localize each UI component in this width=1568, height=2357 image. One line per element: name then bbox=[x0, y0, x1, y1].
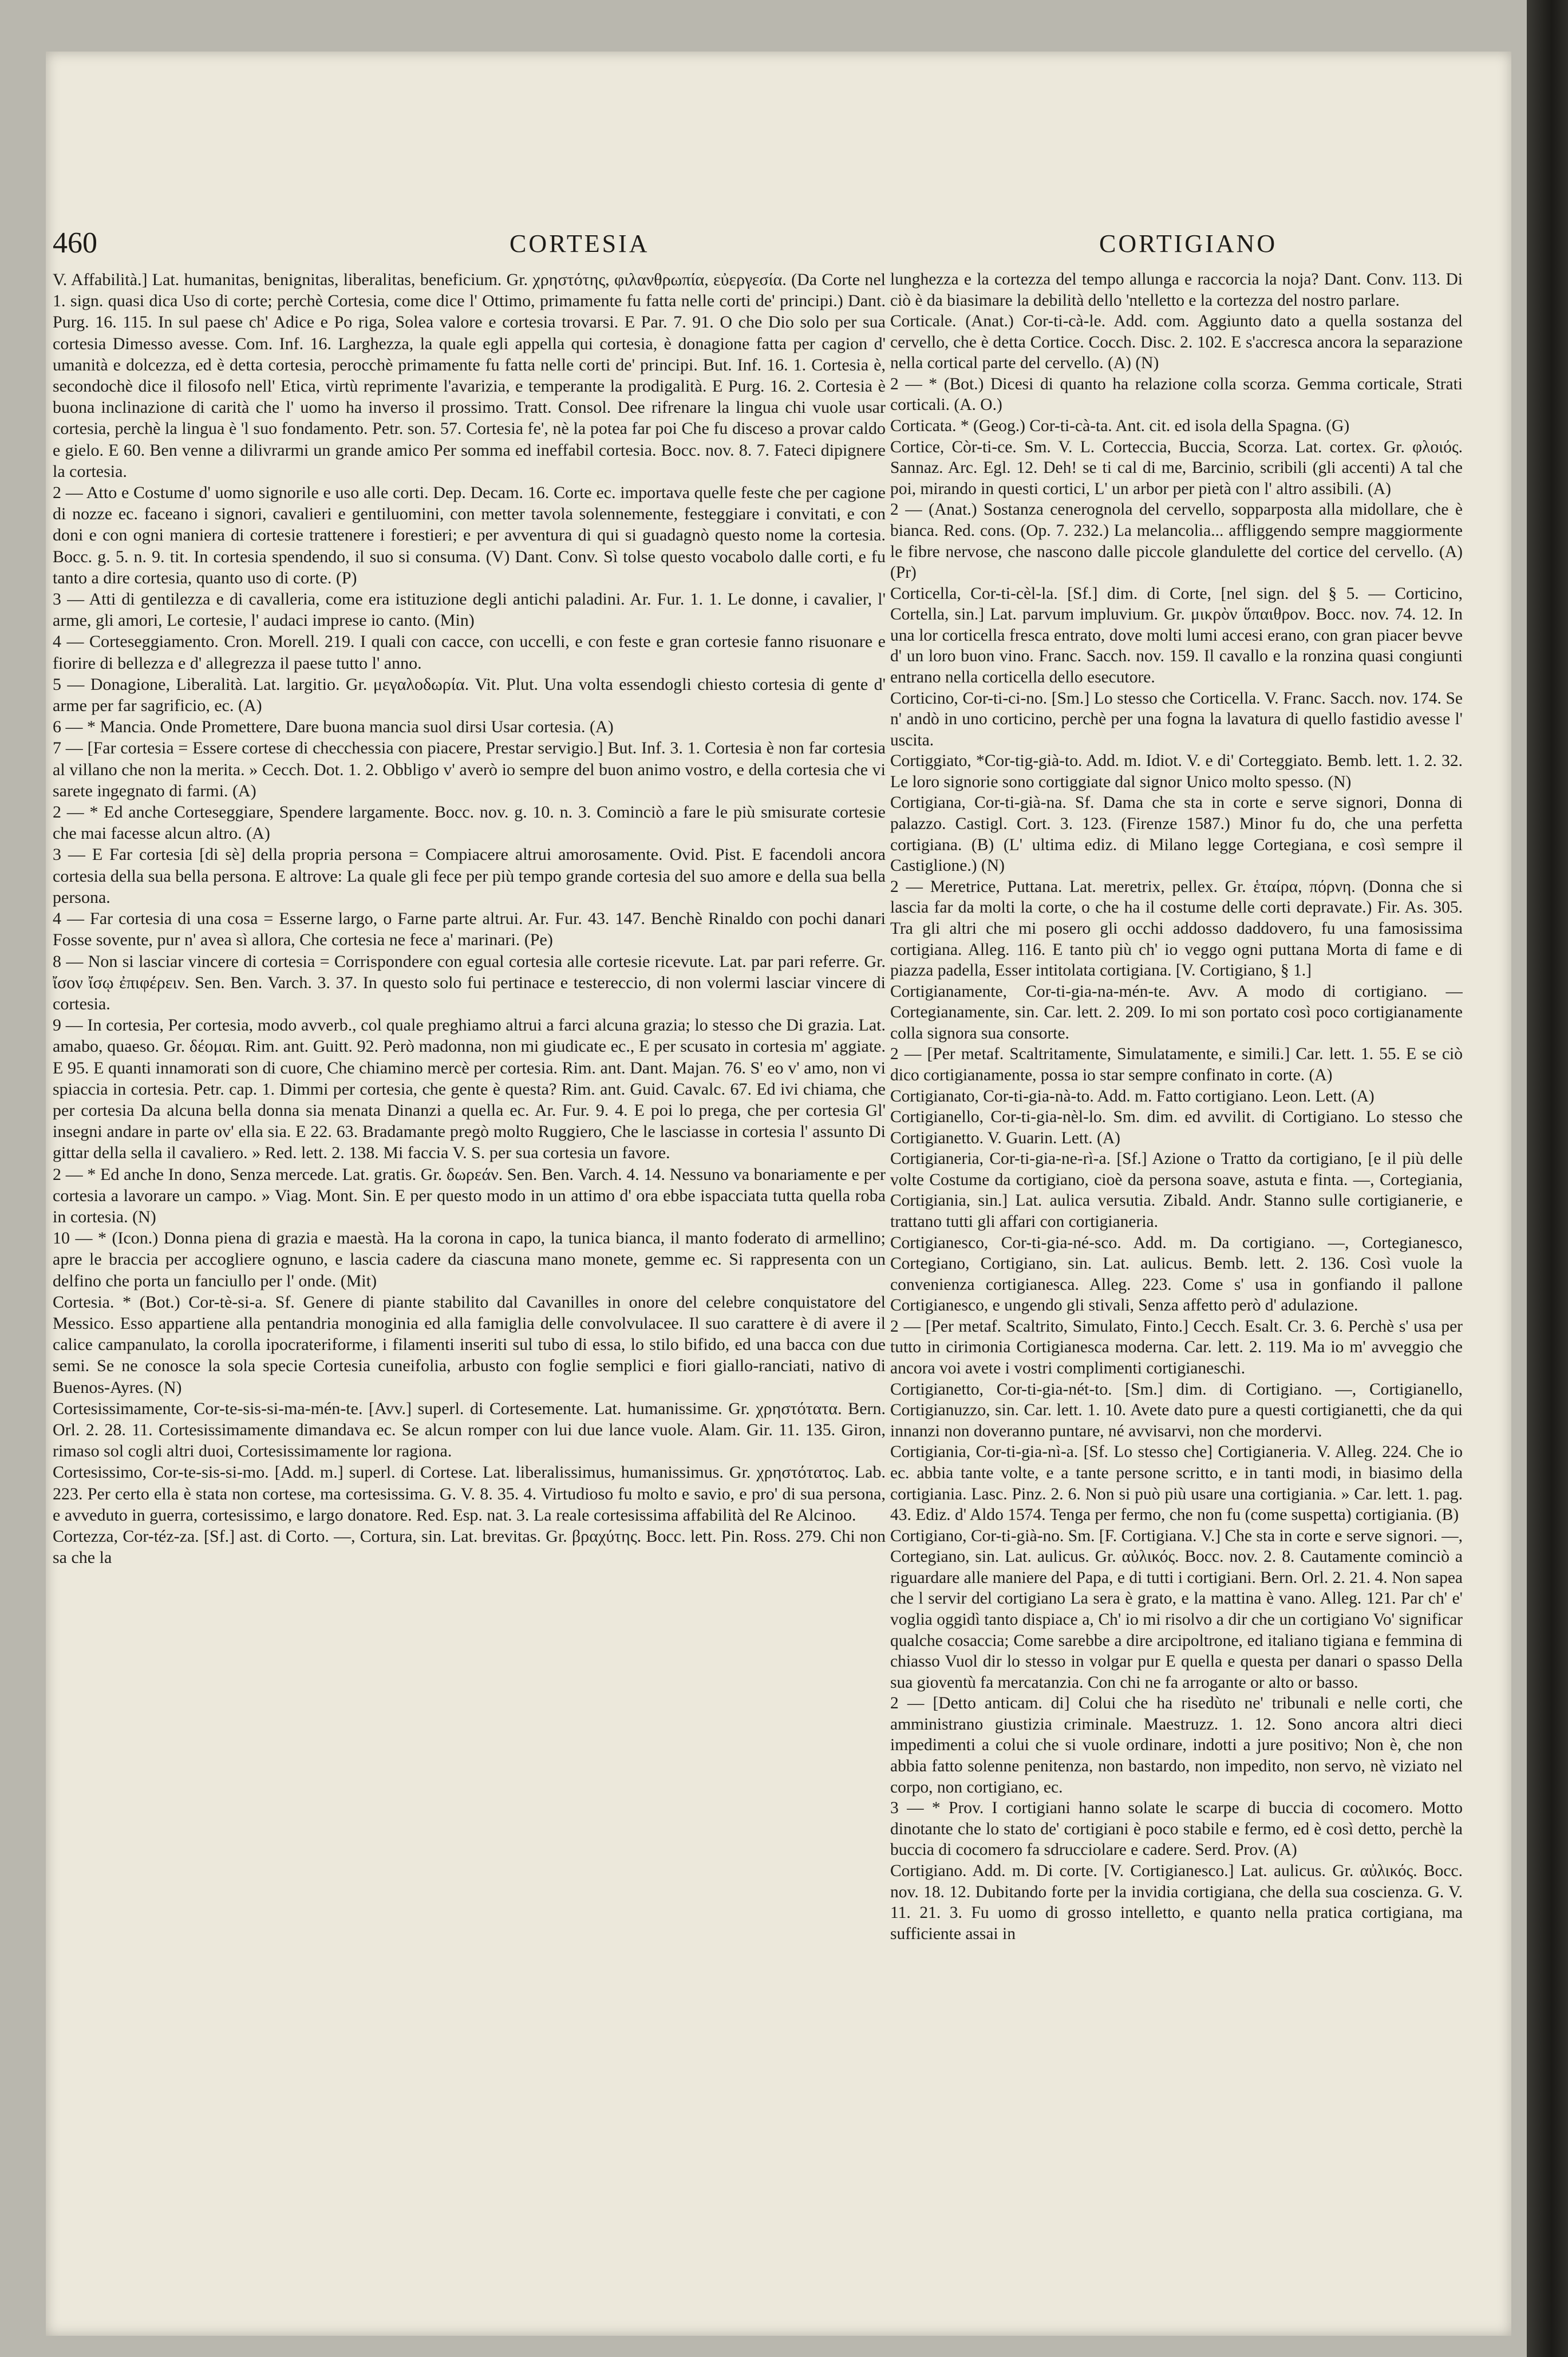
dictionary-entry: 2 — [Per metaf. Scaltrito, Simulato, Finto.] Cecch. Esalt. Cr. 3. 6. Perchè s' usa per tutto in cirimonia Cortigianesca moderna. Car. lett. 2. 119. Ma io m' avveggio che ancora voi avete i vostri complimenti cortigianeschi. bbox=[890, 1317, 1463, 1378]
dictionary-entry: 2 — * Ed anche In dono, Senza mercede. Lat. gratis. Gr. δωρεάν. Sen. Ben. Varch. 4. 14. Nessuno va bonariamente e per cortesia a lavorare un campo. » Viag. Mont. Sin. E per questo modo in un attimo d' ora ebbe ispacciata tutta quella roba in cortesia. (N) bbox=[53, 1164, 886, 1226]
dictionary-entry: 2 — Meretrice, Puttana. Lat. meretrix, pellex. Gr. ἑταίρα, πόρνη. (Donna che si lascia far da molti la corte, o che ha il costume delle corti depravate.) Fir. As. 305. Tra gli altri che mi posero gli occhi addosso daddovero, fu una famosissima cortigiana. Alleg. 116. E tanto più ch' io veggo ogni puttana Morta di fame e di piazza padella, Esser intitolata cortigiana. [V. Cortigiano, § 1.] bbox=[890, 877, 1463, 980]
dictionary-entry: 7 — [Far cortesia = Essere cortese di checchessia con piacere, Prestar servigio.] But. Inf. 3. 1. Cortesia è non far cortesia al villano che non la merita. » Cecch. Dot. 1. 2. Obbligo v' averò io sempre del buon animo vostro, e della cortesia che vi sarete ingegnato di farmi. (A) bbox=[53, 739, 886, 800]
right-column bbox=[890, 269, 1463, 1998]
dictionary-entry: 2 — * Ed anche Corteseggiare, Spendere largamente. Bocc. nov. g. 10. n. 3. Cominciò a fare le più smisurate cortesie che mai facesse alcun altro. (A) bbox=[53, 803, 886, 843]
dictionary-entry: Cortesissimo, Cor-te-sis-si-mo. [Add. m.] superl. di Cortese. Lat. liberalissimus, humanissimus. Gr. χρηστότατος. Lab. 223. Per certo ella è stata non cortese, ma cortesissima. G. V. 8. 35. 4. Virtudioso fu molto e savio, e pro' di sua persona, e avveduto in guerra, cortesissimo, e largo donatore. Red. Esp. nat. 3. La reale cortesissima affabilità del Re Alcinoo. bbox=[53, 1463, 886, 1525]
dictionary-entry: 2 — Atto e Costume d' uomo signorile e uso alle corti. Dep. Decam. 16. Corte ec. importava quelle feste che per cagione di nozze ec. faceano i signori, cavalieri e gentiluomini, con metter tavola solennemente, festeggiare i convitati, e con doni e con ogni maniera di cortesie trattenere i forestieri; e per avventura di qui si guadagnò questo nome la cortesia. Bocc. g. 5. n. 9. tit. In cortesia spendendo, il suo si consuma. (V) Dant. Conv. Sì tolse questo vocabolo dalle corti, e fu tanto a dire cortesia, quanto uso di corte. (P) bbox=[53, 483, 886, 587]
dictionary-entry: Cortesia. * (Bot.) Cor-tè-si-a. Sf. Genere di piante stabilito dal Cavanilles in onore del celebre conquistatore del Messico. Esso appartiene alla pentandria monoginia ed alla famiglia delle convolvulacee. Il suo carattere è di avere il calice campanulato, la corolla ipocrateriforme, i filamenti inseriti sul tubo di essa, lo stilo bifido, ed una bacca con due semi. Se ne conosce la sola specie Cortesia cuneifolia, arbusto con foglie semplici e fiori giallo-ranciati, nativo di Buenos-Ayres. (N) bbox=[53, 1292, 886, 1397]
dictionary-entry: 9 — In cortesia, Per cortesia, modo avverb., col quale preghiamo altrui a farci alcuna grazia; lo stesso che Di grazia. Lat. amabo, quaeso. Gr. δέομαι. Rim. ant. Guitt. 92. Però madonna, non mi giudicate ec., E per scusato in cortesia m' aggiate. E 95. E quanti innamorati son di cuore, Che chiamino mercè per cortesia. Rim. ant. Dant. Majan. 76. S' eo v' amo, non vi spiaccia in cortesia. Petr. cap. 1. Dimmi per cortesia, che gente è questa? Rim. ant. Guid. Cavalc. 67. Ed ivi chiama, che per cortesia Da alcuna bella donna sia menata Dinanzi a quella ec. Ar. Fur. 9. 4. E poi lo prega, che per cortesia Gl' insegni andare in parte ov' ella sia. E 22. 63. Bradamante pregò molto Ruggiero, Che le lasciasse in cortesia l' assunto Di gittar della sella il cavaliero. » Red. lett. 2. 138. Mi faccia V. S. per sua cortesia un favore. bbox=[53, 1016, 886, 1163]
dictionary-entry: Cortezza, Cor-téz-za. [Sf.] ast. di Corto. —, Cortura, sin. Lat. brevitas. Gr. βραχύτης. Bocc. lett. Pin. Ross. 279. Chi non sa che la bbox=[53, 1526, 886, 1568]
dictionary-entry: 2 — (Anat.) Sostanza cenerognola del cervello, sopparposta alla midollare, che è bianca. Red. cons. (Op. 7. 232.) La melancolia... affliggendo sempre maggiormente le fibre nervose, che nascono dalle piccole glandulette del cortice del cervello. (A) (Pr) bbox=[890, 500, 1463, 582]
dictionary-entry: Cortigianesco, Cor-ti-gia-né-sco. Add. m. Da cortigiano. —, Cortegianesco, Cortegiano, Cortigiano, sin. Lat. aulicus. Bemb. lett. 2. 136. Così vuole la convenienza cortigianesca. Alleg. 223. Come s' usa in gonfiando il pallone Cortigianesco, e ungendo gli stivali, Senza affetto però d' adulazione. bbox=[890, 1233, 1463, 1315]
dictionary-entry: Cortesissimamente, Cor-te-sis-si-ma-mén-te. [Avv.] superl. di Cortesemente. Lat. humanissime. Gr. χρηστότατα. Bern. Orl. 2. 28. 11. Cortesissimamente dimandava ec. Se alcun romper con lui due lance vuole. Alam. Gir. 11. 135. Giron, rimaso sol cogli altri duoi, Cortesissimamente lor ragiona. bbox=[53, 1399, 886, 1461]
dictionary-entry: 4 — Far cortesia di una cosa = Esserne largo, o Farne parte altrui. Ar. Fur. 43. 147. Benchè Rinaldo con pochi danari Fosse sovente, pur n' avea sì allora, Che cortesia ne fece a' marinari. (Pe) bbox=[53, 909, 886, 950]
running-head-right: CORTIGIANO bbox=[1099, 230, 1278, 258]
dictionary-entry: Cortigianetto, Cor-ti-gia-nét-to. [Sm.] dim. di Cortigiano. —, Cortigianello, Cortigianuzzo, sin. Car. lett. 1. 10. Avete dato pure a questi cortigianetti, che da qui innanzi non doveranno puntare, né avvisarvi, non che mordervi. bbox=[890, 1380, 1463, 1440]
dictionary-entry: 2 — [Per metaf. Scaltritamente, Simulatamente, e simili.] Car. lett. 1. 55. E se ciò dico cortigianamente, possa io star sempre confinato in corte. (A) bbox=[890, 1045, 1463, 1084]
dictionary-entry: Cortigiana, Cor-ti-già-na. Sf. Dama che sta in corte e serve signori, Donna di palazzo. Castigl. Cort. 3. 123. (Firenze 1587.) Minor fu do, che una perfetta cortigiana. (B) (L' ultima ediz. di Milano legge Cortegiana, e così sempre il Castiglione.) (N) bbox=[890, 793, 1463, 875]
dictionary-entry: 10 — * (Icon.) Donna piena di grazia e maestà. Ha la corona in capo, la tunica bianca, il manto foderato di armellino; apre le braccia per accogliere ognuno, e lascia cadere da ciascuna mano monete, gemme ec. Si rappresenta con un delfino che porta un fanciullo per l' onde. (Mit) bbox=[53, 1229, 886, 1290]
dictionary-entry: 3 — * Prov. I cortigiani hanno solate le scarpe di buccia di cocomero. Motto dinotante che lo stato de' cortigiani è poco stabile e fermo, ed è così detto, perchè la buccia di cocomero fa sdrucciolare e cadere. Serd. Prov. (A) bbox=[890, 1799, 1463, 1859]
dictionary-entry: 6 — * Mancia. Onde Promettere, Dare buona mancia suol dirsi Usar cortesia. (A) bbox=[53, 717, 614, 737]
dictionary-entry: 3 — Atti di gentilezza e di cavalleria, come era istituzione degli antichi paladini. Ar. Fur. 1. 1. Le donne, i cavalier, l' arme, gli amori, Le cortesie, l' audaci imprese io canto. (Min) bbox=[53, 590, 886, 630]
book-binding bbox=[1527, 0, 1568, 2357]
dictionary-entry: Cortigianello, Cor-ti-gia-nèl-lo. Sm. dim. ed avvilit. di Cortigiano. Lo stesso che Cortigianetto. V. Guarin. Lett. (A) bbox=[890, 1108, 1463, 1147]
dictionary-entry: Cortiggiato, *Cor-tig-già-to. Add. m. Idiot. V. e di' Corteggiato. Bemb. lett. 1. 2. 32. Le loro signorie sono cortiggiate dal signor Unico molto spesso. (N) bbox=[890, 752, 1463, 791]
dictionary-entry: Cortigianato, Cor-ti-gia-nà-to. Add. m. Fatto cortigiano. Leon. Lett. (A) bbox=[890, 1087, 1375, 1106]
left-column bbox=[53, 269, 886, 1998]
dictionary-entry: 2 — [Detto anticam. di] Colui che ha risedùto ne' tribunali e nelle corti, che amministrano giustizia criminale. Maestruzz. 1. 12. Sono ancora altri dieci impedimenti a colui che si vuole ordinare, indotti a jure positivo; Non è, che non abbia fatto solenne penitenza, non bastardo, non impedito, non servo, nè viziato nel corpo, non cortigiano, ec. bbox=[890, 1694, 1463, 1797]
dictionary-entry: Cortigiano, Cor-ti-già-no. Sm. [F. Cortigiana. V.] Che sta in corte e serve signori. —, Cortegiano, sin. Lat. aulicus. Gr. αὐλικός. Bocc. nov. 2. 8. Cautamente cominciò a riguardare alle maniere del Papa, e di tutti i cortigiani. Bern. Orl. 2. 21. 4. Non sapea che l servir del cortigiano La sera è grato, e la mattina è vano. Alleg. 121. Par ch' e' voglia oggidì tanto dispiace a, Ch' io mi risolvo a dir che un cortigiano Vo' significar qualche cosaccia; Come sarebbe a dire arcipoltrone, ed italiano tigiana e femmina di chiasso Vuol dir lo stesso in volgar pur E quella e questa per danari o spasso Della sua gioventù fa mercatanzia. Con chi ne fa arrogante or alto or basso. bbox=[890, 1526, 1463, 1692]
dictionary-entry: Corticale. (Anat.) Cor-ti-cà-le. Add. com. Aggiunto dato a quella sostanza del cervello, che è detta Cortice. Cocch. Disc. 2. 102. E s'accresca ancora la separazione nella cortical parte del cervello. (A) (N) bbox=[890, 312, 1463, 373]
dictionary-entry: 4 — Corteseggiamento. Cron. Morell. 219. I quali con cacce, con uccelli, e con feste e gran cortesie fanno risuonare e fiorire di bellezza e d' allegrezza il paese tutto l' anno. bbox=[53, 632, 886, 673]
dictionary-entry: Cortigiania, Cor-ti-gia-nì-a. [Sf. Lo stesso che] Cortigianeria. V. Alleg. 224. Che io ec. abbia tante volte, e a tante persone scritto, e in tanti modi, in biasimo della cortigiania. Lasc. Pinz. 2. 6. Non si può più usare una cortigiania. » Car. lett. 1. pag. 43. Ediz. d' Aldo 1574. Tenga per fermo, che non fu (come suspetta) cortigiania. (B) bbox=[890, 1443, 1463, 1525]
dictionary-entry: Cortigianeria, Cor-ti-gia-ne-rì-a. [Sf.] Azione o Tratto da cortigiano, [e il più delle volte Costume da cortigiano, cioè da persona soave, astuta e finta. —, Cortegiania, Cortigiania, sin.] Lat. aulica versutia. Zibald. Andr. Stanno sulle cortigianerie, e trattano tutti gli affari con cortigianeria. bbox=[890, 1150, 1463, 1231]
dictionary-entry: Corticino, Cor-ti-ci-no. [Sm.] Lo stesso che Corticella. V. Franc. Sacch. nov. 174. Se n' andò in uno corticino, perchè per una fogna la lavatura di quello fastidio avesse l' uscita. bbox=[890, 689, 1463, 749]
dictionary-entry: 2 — * (Bot.) Dicesi di quanto ha relazione colla scorza. Gemma corticale, Strati corticali. (A. O.) bbox=[890, 374, 1463, 414]
dictionary-entry: Corticata. * (Geog.) Cor-ti-cà-ta. Ant. cit. ed isola della Spagna. (G) bbox=[890, 417, 1350, 436]
dictionary-entry: lunghezza e la cortezza del tempo allunga e raccorcia la noja? Dant. Conv. 113. Di ciò è da biasimare la debilità dello 'ntelletto e la cortezza del nostro parlare. bbox=[890, 270, 1463, 310]
running-head-left: CORTESIA bbox=[509, 230, 650, 258]
dictionary-entry: 8 — Non si lasciar vincere di cortesia = Corrispondere con egual cortesia alle cortesie ricevute. Lat. par pari referre. Gr. ἴσον ἴσῳ ἐπιφέρειν. Sen. Ben. Varch. 3. 37. In questo solo fui pertinace e testereccio, di non volermi lasciar vincere di cortesia. bbox=[53, 952, 886, 1013]
dictionary-entry: Cortice, Còr-ti-ce. Sm. V. L. Corteccia, Buccia, Scorza. Lat. cortex. Gr. φλοιός. Sannaz. Arc. Egl. 12. Deh! se ti cal di me, Barcinio, scribili (gli accenti) A tal che poi, mirando in questi cortici, L' un arbor per pietà con l' altro assibili. (A) bbox=[890, 437, 1463, 498]
dictionary-entry: 5 — Donagione, Liberalità. Lat. largitio. Gr. μεγαλοδωρία. Vit. Plut. Una volta essendogli chiesto cortesia di gente d' arme per far sagrificio, ec. (A) bbox=[53, 674, 886, 716]
dictionary-entry: 3 — E Far cortesia [di sè] della propria persona = Compiacere altrui amorosamente. Ovid. Pist. E facendoli ancora cortesia della sua bella persona. E altrove: La quale gli fece per più tempo grande cortesia del suo amore e della sua bella persona. bbox=[53, 845, 886, 907]
dictionary-entry: Cortigianamente, Cor-ti-gia-na-mén-te. Avv. A modo di cortigiano. — Cortegianamente, sin. Car. lett. 2. 209. Io mi son portato così poco cortigianamente colla signora sua consorte. bbox=[890, 982, 1463, 1043]
dictionary-entry: V. Affabilità.] Lat. humanitas, benignitas, liberalitas, beneficium. Gr. χρηστότης, φιλανθρωπία, εὐεργεσία. (Da Corte nel 1. sign. quasi dica Uso di corte; perchè Cortesia, come dice l' Ottimo, primamente fu fatta nelle corti de' principi.) Dant. Purg. 16. 115. In sul paese ch' Adice e Po riga, Solea valore e cortesia trovarsi. E Par. 7. 91. O che Dio solo per sua cortesia Dimesso avesse. Com. Inf. 16. Larghezza, la quale egli appella qui cortesia, è donagione fatta per cagion d' umanità e dolcezza, ed è detta cortesia, perocchè primamente fu fatta nelle corti de' principi. But. Inf. 16. 1. Cortesia è, secondochè dice il filosofo nell' Etica, virtù reprimente l'avarizia, e temperante la prodigalità. E Purg. 16. 2. Cortesia è buona inclinazione di carità che l' uomo ha inverso il prossimo. Tratt. Consol. Dee rifrenare la lingua chi vuole usar cortesia, perchè la lingua è 'l suo fondamento. Petr. son. 57. Cortesia fe', nè la potea far poi Che fu disceso a provar caldo e gielo. E 60. Ben venne a dilivrarmi un grande amico Per somma ed ineffabil cortesia. Bocc. nov. 8. 7. Fateci dipignere la cortesia. bbox=[53, 270, 886, 481]
dictionary-entry: Cortigiano. Add. m. Di corte. [V. Cortigianesco.] Lat. aulicus. Gr. αὐλικός. Bocc. nov. 18. 12. Dubitando forte per la invidia cortigiana, che della sua coscienza. G. V. 11. 21. 3. Fu uomo di grosso intelletto, e quanto nella pratica cortigiana, ma sufficiente assai in bbox=[890, 1861, 1463, 1943]
dictionary-entry: Corticella, Cor-ti-cèl-la. [Sf.] dim. di Corte, [nel sign. del § 5. — Corticino, Cortella, sin.] Lat. parvum impluvium. Gr. μικρὸν ὕπαιθρον. Bocc. nov. 74. 12. In una lor corticella fresca entrato, dove molti lumi accesi erano, con gran piacer bevve d' un loro buon vino. Franc. Sacch. nov. 159. Il cavallo e la ronzina quasi congiunti entrano nella corticella dello esecutore. bbox=[890, 584, 1463, 686]
page-number: 460 bbox=[53, 227, 97, 259]
